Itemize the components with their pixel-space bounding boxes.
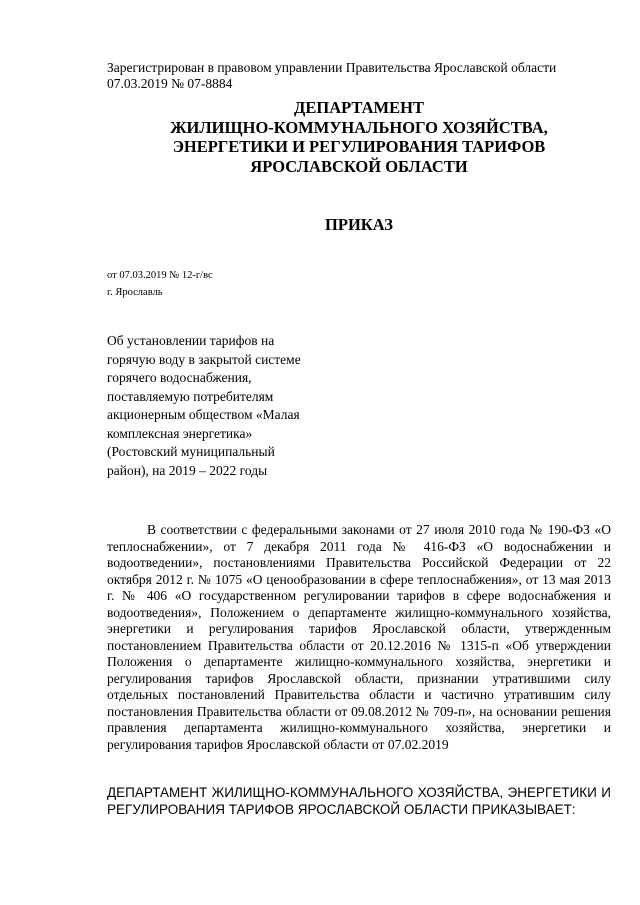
order-subject: Об установлении тарифов на горячую воду в закрытой системе горячего водоснабжения, поставляемую потребителям акционерным обществом «Малая комплексная энергетика» (Ростовский муниципальный район), на 2019 – 2022 годы bbox=[107, 333, 301, 478]
order-preamble: В соответствии с федеральными законами от 27 июля 2010 года № 190-ФЗ «О теплоснабжении», от 7 декабря 2011 года № 416-ФЗ «О водоснабжении и водоотведении», постановлениями Правительства Российской Федерации от 22 октября 2012 г. № 1075 «О ценообразовании в сфере теплоснабжения», от 13 мая 2013 г. № 406 «О государственном регулировании тарифов в сфере водоснабжения и водоотведения», Положением о департаменте жилищно-коммунального хозяйства, энергетики и регулирования тарифов Ярославской области, утвержденным постановлением Правительства области от 20.12.2016 № 1315-п «Об утверждении Положения о департаменте жилищно-коммунального хозяйства, энергетики и регулирования тарифов Ярославской области, признании утратившими силу отдельных постановлений Правительства области и частично утратившим силу постановления Правительства области от 09.08.2012 № 709-п», на основании решения правления департамента жилищно-коммунального хозяйства, энергетики и регулирования тарифов Ярославской области от 07.02.2019 bbox=[107, 522, 611, 752]
order-city: г. Ярославль bbox=[107, 287, 163, 298]
department-line-3: ЭНЕРГЕТИКИ И РЕГУЛИРОВАНИЯ ТАРИФОВ bbox=[172, 137, 546, 156]
order-number-date: от 07.03.2019 № 12-г/вс bbox=[107, 270, 213, 281]
document-page bbox=[107, 0, 611, 905]
order-clause: ДЕПАРТАМЕНТ ЖИЛИЩНО-КОММУНАЛЬНОГО ХОЗЯЙСТВА, ЭНЕРГЕТИКИ И РЕГУЛИРОВАНИЯ ТАРИФОВ ЯРОСЛАВСКОЙ ОБЛАСТИ ПРИКАЗЫВАЕТ: bbox=[107, 785, 611, 817]
order-title: ПРИКАЗ bbox=[325, 215, 393, 234]
department-line-4: ЯРОСЛАВСКОЙ ОБЛАСТИ bbox=[250, 156, 468, 176]
registration-note bbox=[107, 60, 611, 92]
department-line-1: ДЕПАРТАМЕНТ bbox=[294, 98, 424, 117]
order-meta bbox=[107, 267, 213, 301]
registration-line-1: Зарегистрирован в правовом управлении Правительства Ярославской области bbox=[107, 60, 557, 75]
registration-line-2: 07.03.2019 № 07-8884 bbox=[107, 76, 233, 91]
department-header bbox=[107, 98, 611, 176]
department-line-2: ЖИЛИЩНО-КОММУНАЛЬНОГО ХОЗЯЙСТВА, bbox=[170, 117, 548, 137]
